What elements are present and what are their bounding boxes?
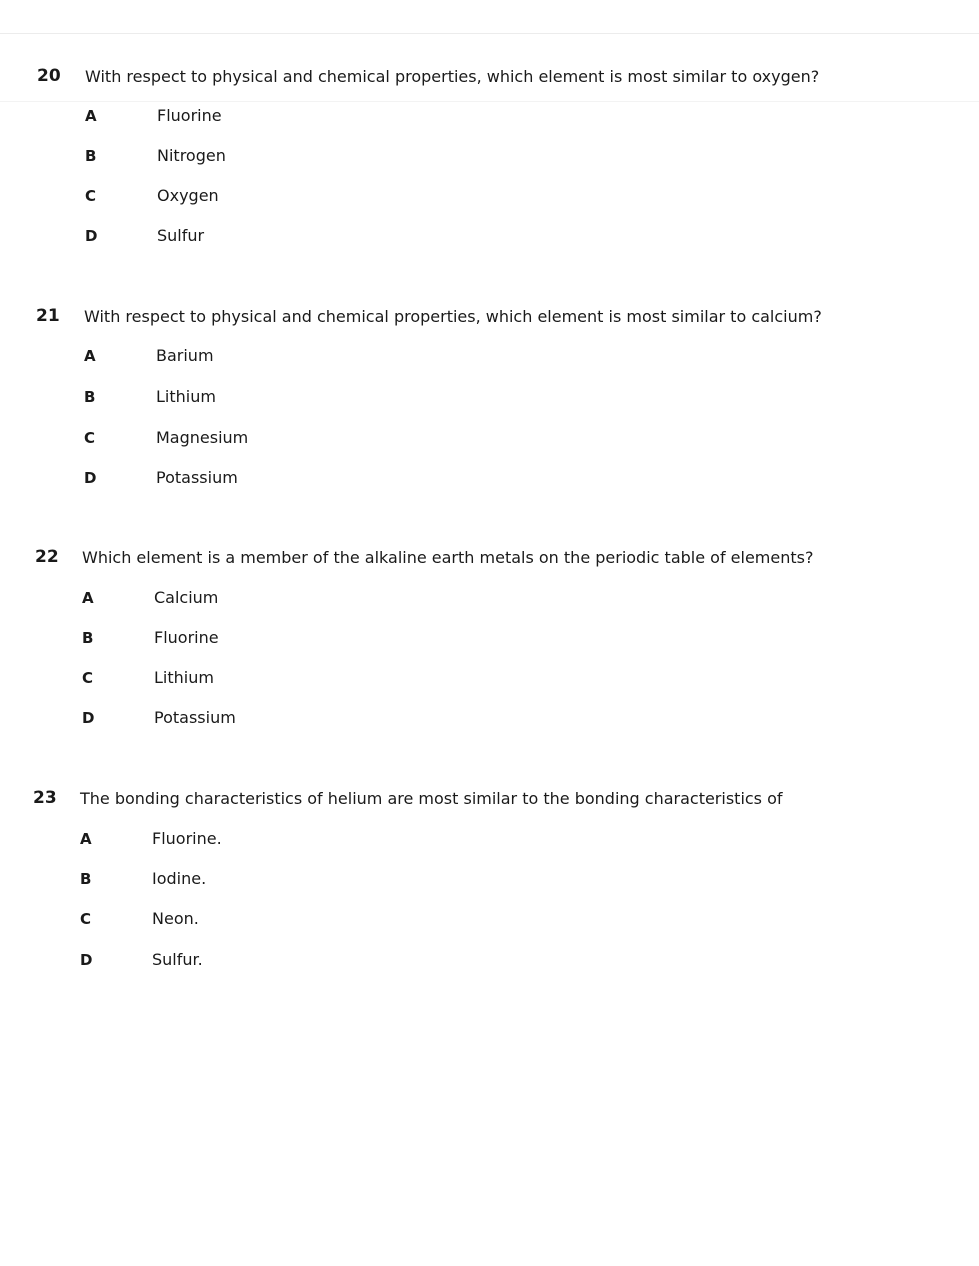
scan-artifact-line-mid bbox=[0, 101, 979, 102]
question-number: 20 bbox=[37, 66, 61, 86]
question-number: 23 bbox=[33, 788, 57, 808]
option-letter: C bbox=[80, 910, 92, 928]
option-text: Iodine. bbox=[152, 869, 207, 888]
option-text: Magnesium bbox=[156, 428, 249, 447]
option-letter: A bbox=[82, 589, 94, 607]
question-text: Which element is a member of the alkaline earth metals on the periodic table of elements? bbox=[82, 548, 814, 567]
option-letter: B bbox=[84, 388, 96, 406]
option-letter: A bbox=[85, 107, 97, 125]
option-text: Fluorine bbox=[154, 628, 219, 647]
question-text: With respect to physical and chemical properties, which element is most similar to calcium? bbox=[84, 307, 822, 326]
option-text: Nitrogen bbox=[157, 146, 226, 165]
option-text: Potassium bbox=[156, 468, 238, 487]
option-text: Sulfur. bbox=[152, 950, 203, 969]
option-text: Oxygen bbox=[157, 186, 219, 205]
option-letter: C bbox=[85, 187, 97, 205]
option-letter: D bbox=[80, 951, 93, 969]
option-text: Barium bbox=[156, 346, 214, 365]
option-letter: C bbox=[84, 429, 96, 447]
question-number: 21 bbox=[36, 306, 60, 326]
question-number: 22 bbox=[35, 547, 59, 567]
option-letter: D bbox=[85, 227, 98, 245]
option-letter: B bbox=[85, 147, 97, 165]
scan-artifact-line-top bbox=[0, 33, 979, 34]
question-text: The bonding characteristics of helium are most similar to the bonding characteristics of bbox=[80, 789, 783, 808]
question-text: With respect to physical and chemical properties, which element is most similar to oxygen? bbox=[85, 67, 820, 86]
option-text: Lithium bbox=[154, 668, 214, 687]
option-text: Fluorine. bbox=[152, 829, 222, 848]
option-letter: A bbox=[84, 347, 96, 365]
option-letter: D bbox=[82, 709, 95, 727]
option-letter: A bbox=[80, 830, 92, 848]
option-text: Calcium bbox=[154, 588, 219, 607]
option-text: Lithium bbox=[156, 387, 216, 406]
option-letter: B bbox=[82, 629, 94, 647]
option-text: Sulfur bbox=[157, 226, 205, 245]
option-text: Fluorine bbox=[157, 106, 222, 125]
option-text: Neon. bbox=[152, 909, 199, 928]
option-text: Potassium bbox=[154, 708, 236, 727]
option-letter: B bbox=[80, 870, 92, 888]
option-letter: C bbox=[82, 669, 94, 687]
option-letter: D bbox=[84, 469, 97, 487]
